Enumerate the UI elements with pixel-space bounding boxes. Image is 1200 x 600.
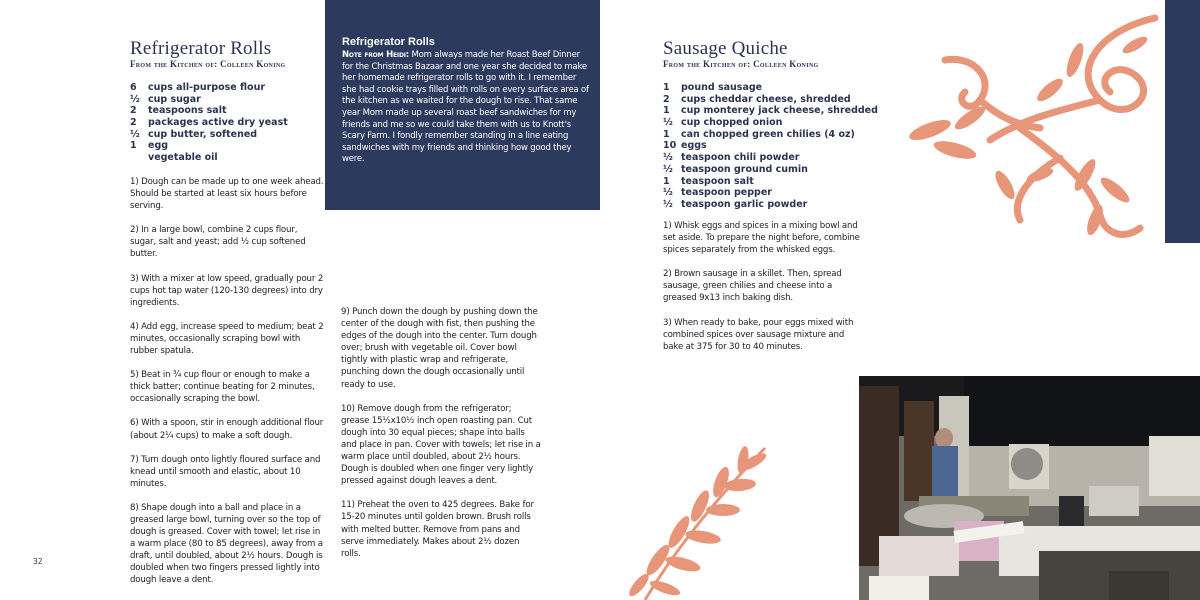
recipe-title: Refrigerator Rolls xyxy=(130,38,272,59)
page-number: 32 xyxy=(33,557,43,566)
ingredient-item: 10 eggs xyxy=(663,140,707,152)
ingredient-item: 1 pound sausage xyxy=(663,82,763,93)
navy-tab xyxy=(1165,0,1200,243)
ingredient-item: ½ cup sugar xyxy=(130,93,201,105)
ingredient-item: vegetable oil xyxy=(148,152,218,164)
recipe-subtitle: From the Kitchen of: Colleen Koning xyxy=(130,59,286,69)
ingredient-list xyxy=(130,82,288,164)
ingredient-item: 2 packages active dry yeast xyxy=(130,117,288,129)
instruction-step: 10) Remove dough from the refrigerator; grease 15½x10½ inch open roasting pan. Cut dough into 30 equal pieces; shape into balls and place in pan. Cover with towels; let rise in a warm place until doubled, about 2½ hours. Dough is doubled when one finger very lightly pressed against dough leaves a dent. xyxy=(341,403,541,487)
instruction-step: 1) Whisk eggs and spices in a mixing bowl and set aside. To prepare the night before, combine spices separately from the whisked eggs. xyxy=(663,221,860,256)
ingredient-item: ½ teaspoon chili powder xyxy=(663,152,800,164)
ingredient-item: 1 can chopped green chilies (4 oz) xyxy=(663,128,855,140)
ingredient-item: 1 teaspoon salt xyxy=(663,175,754,187)
note-label: Note from Heidi: xyxy=(342,50,409,60)
ingredient-item: ½ teaspoon pepper xyxy=(663,187,772,199)
ingredient-item: ½ cup chopped onion xyxy=(663,117,783,129)
ingredient-item: ½ teaspoon ground cumin xyxy=(663,163,808,175)
note-text xyxy=(342,50,590,166)
instruction-step: 3) When ready to bake, pour eggs mixed with combined spices over sausage mixture and bake at 375 for 30 to 40 minutes. xyxy=(663,317,854,352)
instruction-step: 4) Add egg, increase speed to medium; beat 2 minutes, occasionally scraping bowl with rubber spatula. xyxy=(130,321,324,357)
note-box xyxy=(325,0,600,210)
right-page xyxy=(600,0,1200,600)
flourish-decoration xyxy=(900,0,1165,250)
instruction-step: 11) Preheat the oven to 425 degrees. Bake for 15-20 minutes until golden brown. Brush rolls with melted butter. Remove from pans and serve immediately. Makes about 2½ dozen rolls. xyxy=(341,500,534,559)
instruction-step: 3) With a mixer at low speed, gradually pour 2 cups hot tap water (120-130 degrees) into dry ingredients. xyxy=(130,273,324,308)
instruction-step: 5) Beat in ¾ cup flour or enough to make a thick batter; continue beating for 2 minutes, occasionally scraping the bowl. xyxy=(130,370,315,405)
leaf-sprig-decoration xyxy=(625,440,775,600)
instruction-step: 8) Shape dough into a ball and place in a greased large bowl, turning over so the top of dough is greased. Cover with towel; let rise in a warm place (80 to 85 degrees), away from a draft, until doubled, about 2½ hours. Dough is doubled when two fingers pressed lightly into dough leave a dent. xyxy=(130,502,323,586)
note-body: Mom always made her Roast Beef Dinner for the Christmas Bazaar and one year she decided to make her homemade refrigerator rolls to go with it. I remember she had cookie trays filled with rolls on every surface area of the kitchen as we waited for the dough to rise. That same year Mom made up several roast beef sandwiches for my friends and me so we could take them with us to Knott's Scary Farm. I fondly remember standing in a line eating sandwiches with my friends and thinking how good they were. xyxy=(342,50,589,165)
instruction-step: 6) With a spoon, stir in enough additional flour (about 2¼ cups) to make a soft dough. xyxy=(130,418,324,441)
instructions-column-2 xyxy=(341,306,541,572)
ingredient-item: 2 cups cheddar cheese, shredded xyxy=(663,93,851,105)
instruction-step: 7) Turn dough onto lightly floured surface and knead until smooth and elastic, about 10 minutes. xyxy=(130,454,321,489)
ingredient-list xyxy=(663,82,878,211)
instruction-step: 2) In a large bowl, combine 2 cups flour, sugar, salt and yeast; add ½ cup softened butter. xyxy=(130,225,306,260)
ingredient-item: 1 cup monterey jack cheese, shredded xyxy=(663,105,878,117)
instructions xyxy=(663,220,863,365)
ingredient-item: ½ cup butter, softened xyxy=(130,128,258,140)
instruction-step: 2) Brown sausage in a skillet. Then, spread sausage, green chilies and cheese into a greased 9x13 inch baking dish. xyxy=(663,269,842,304)
note-title: Refrigerator Rolls xyxy=(342,36,435,48)
recipe-title: Sausage Quiche xyxy=(663,38,788,59)
ingredient-item: 1 egg xyxy=(130,140,169,152)
ingredient-item: 2 teaspoons salt xyxy=(130,105,227,117)
instructions-column-1 xyxy=(130,176,325,599)
recipe-subtitle: From the Kitchen of: Colleen Koning xyxy=(663,59,819,69)
kitchen-photo xyxy=(859,376,1200,600)
instruction-step: 9) Punch down the dough by pushing down the center of the dough with fist, then pushing the edges of the dough into the center. Turn dough over; brush with vegetable oil. Cover bowl tightly with plastic wrap and refrigerate, punching down the dough occasionally until ready to use. xyxy=(341,307,538,390)
ingredient-item: 6 cups all-purpose flour xyxy=(130,82,266,93)
instruction-step: 1) Dough can be made up to one week ahead. Should be started at least six hours before serving. xyxy=(130,177,324,212)
ingredient-item: ½ teaspoon garlic powder xyxy=(663,198,808,210)
